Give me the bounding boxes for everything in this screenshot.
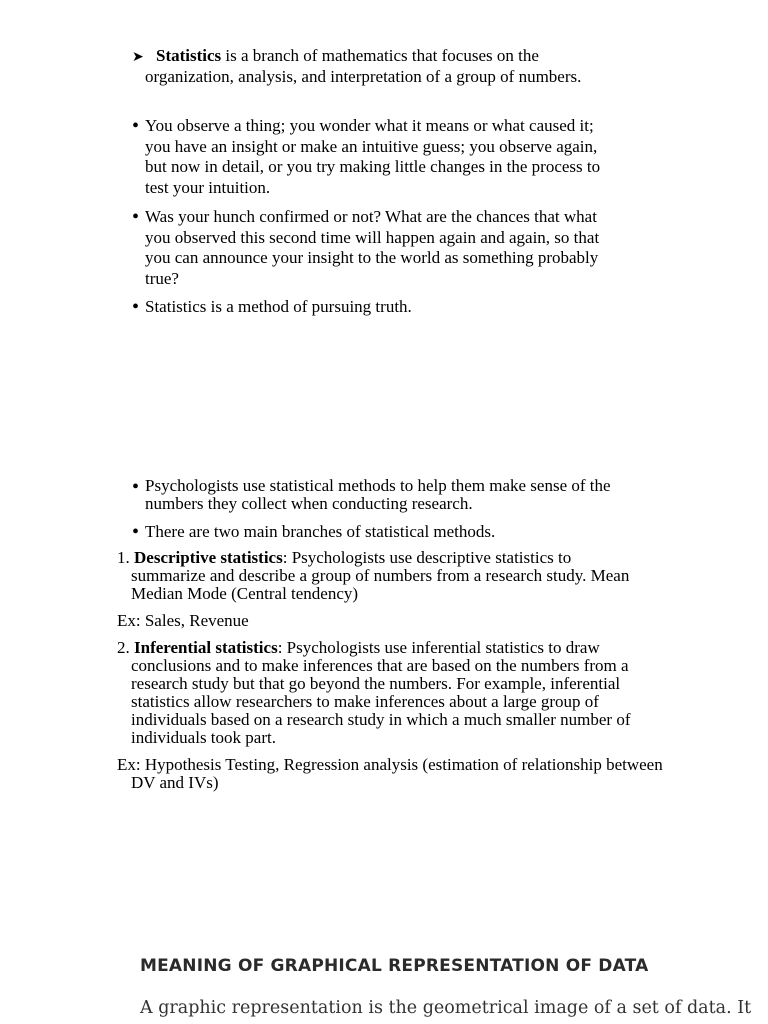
inferential-number: 2. <box>117 638 134 657</box>
bullet-text: There are two main branches of statistical methods. <box>145 522 496 541</box>
inferential-text: : Psychologists use inferential statistics to draw conclusions and to make inferences that are based on the numbers from a research study but that go beyond the numbers. For example, inferential statistics allow researchers to make inferences about a large group of individuals based on a research study in which a much smaller number of individuals took part. <box>131 638 631 747</box>
descriptive-example-text: Ex: Sales, Revenue <box>117 611 249 630</box>
bullet-item-psychologists <box>132 477 617 513</box>
inferential-term: Inferential statistics <box>134 638 278 657</box>
bullet-item-truth <box>132 297 622 318</box>
inferential-example <box>117 756 691 792</box>
bullet-text: Psychologists use statistical methods to help them make sense of the numbers they collect when conducting research. <box>145 476 611 513</box>
descriptive-text: : Psychologists use descriptive statistics to summarize and describe a group of numbers from a research study. Mean Median Mode (Central tendency) <box>131 548 630 603</box>
bullet-text: You observe a thing; you wonder what it means or what caused it; you have an insight or make an intuitive guess; you observe again, but now in detail, or you try making little changes in the process to test your intuition. <box>145 116 601 197</box>
bullet-icon: • <box>132 115 140 137</box>
descriptive-example <box>117 612 671 630</box>
bullet-text: Was your hunch confirmed or not? What are the chances that what you observed this second time will happen again and again, so that you can announce your insight to the world as something probably true? <box>145 207 600 288</box>
bullet-icon: • <box>132 206 140 228</box>
bullet-item-hunch <box>132 207 602 289</box>
bullet-icon: • <box>132 476 140 498</box>
section-body-text: A graphic representation is the geometrical image of a set of data. It <box>140 998 752 1018</box>
inferential-statistics-item <box>117 639 651 747</box>
bullet-item-observe <box>132 116 622 198</box>
statistics-definition <box>132 46 612 87</box>
bullet-text: Statistics is a method of pursuing truth. <box>145 297 412 316</box>
descriptive-statistics-item <box>117 549 641 603</box>
descriptive-term: Descriptive statistics <box>134 548 283 567</box>
inferential-example-text: Ex: Hypothesis Testing, Regression analysis (estimation of relationship between DV and IVs) <box>117 755 663 792</box>
bullet-item-branches <box>132 522 632 543</box>
bullet-icon: • <box>132 296 140 318</box>
descriptive-number: 1. <box>117 548 134 567</box>
section-heading: MEANING OF GRAPHICAL REPRESENTATION OF DATA <box>140 956 649 976</box>
bullet-icon: • <box>132 521 140 543</box>
statistics-term: Statistics <box>156 46 222 65</box>
arrow-bullet-icon: ➤ <box>132 49 144 65</box>
statistics-definition-text: is a branch of mathematics that focuses on the organization, analysis, and interpretation of a group of numbers. <box>145 46 582 86</box>
